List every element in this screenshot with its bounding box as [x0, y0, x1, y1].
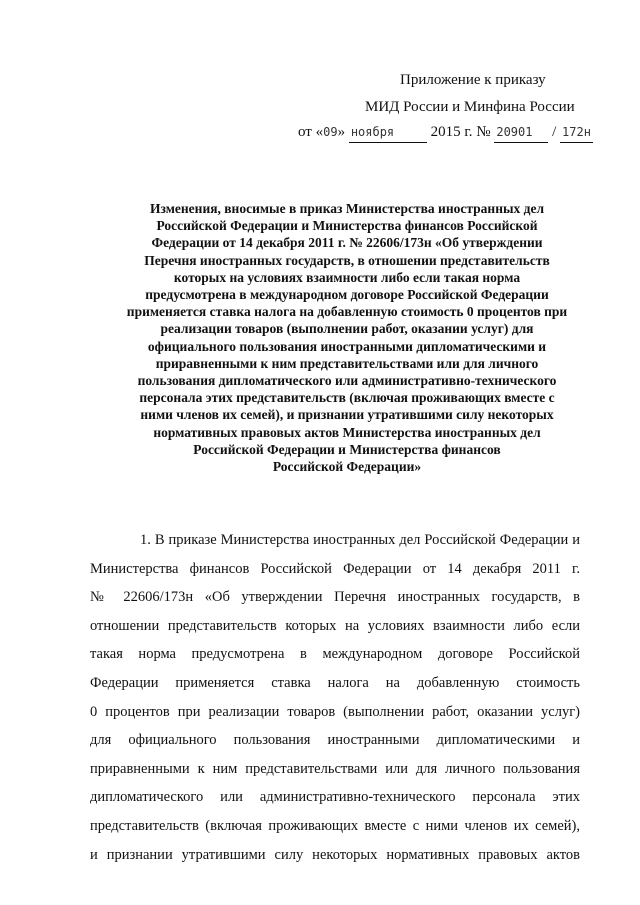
body-line: дипломатического или административно-технического персонала этих — [90, 789, 580, 806]
title-line: Изменения, вносимые в приказ Министерства иностранных дел — [149, 201, 545, 216]
body-line: № 22606/173н «Об утверждении Перечня иностранных государств, в — [90, 589, 580, 606]
title-line: Федерации от 14 декабря 2011 г. № 22606/173н «Об утверждении — [151, 235, 543, 251]
body-line: Федерации применяется ставка налога на добавленную стоимость — [90, 674, 580, 691]
title-line: Российской Федерации и Министерства финансов Российской — [156, 218, 538, 234]
title-line: Российской Федерации и Министерства финансов — [193, 441, 501, 457]
number-slash: / — [552, 124, 557, 140]
order-year: 2015 г. № — [430, 124, 491, 140]
appendix-label: Приложение к приказу — [400, 72, 546, 88]
body-line: для официального пользования иностранными дипломатическими и — [90, 732, 580, 749]
title-line: Перечня иностранных государств, в отношении представительств — [144, 252, 550, 268]
title-line: пользования дипломатического или административно-технического — [137, 373, 557, 389]
title-line: Российской Федерации» — [272, 459, 422, 475]
title-line: применяется ставка налога на добавленную стоимость 0 процентов при — [126, 304, 568, 320]
body-line: такая норма предусмотрена в международном договоре Российской — [90, 646, 580, 663]
title-line: официального пользования иностранными дипломатическими и — [147, 338, 547, 354]
date-prefix: от « — [298, 124, 324, 140]
body-line: Министерства финансов Российской Федерации от 14 декабря 2011 г. — [90, 560, 580, 577]
order-day: 09 — [323, 125, 338, 139]
title-line: реализации товаров (выполнении работ, оказании услуг) для — [160, 321, 534, 337]
appendix-ministries: МИД России и Минфина России — [365, 99, 575, 115]
body-text — [90, 530, 580, 873]
title-line: ними членов их семей), и признании утратившими силу некоторых — [140, 407, 554, 423]
order-date-number — [298, 122, 593, 143]
date-separator: » — [337, 124, 346, 140]
document-title — [108, 200, 586, 475]
title-line: предусмотрена в международном договоре Российской Федерации — [145, 287, 549, 303]
order-month: ноября — [349, 122, 427, 143]
body-line: представительств (включая проживающих вместе с ними членов их семей), — [90, 817, 580, 834]
title-line: приравненными к ним представительствами или для личного — [155, 355, 539, 371]
body-line: отношении представительств которых на условиях взаимности либо если — [90, 617, 580, 634]
title-line: нормативных правовых актов Министерства иностранных дел — [153, 424, 541, 440]
title-line: персонала этих представительств (включая проживающих вместе с — [139, 390, 555, 406]
body-line: и признании утратившими силу некоторых нормативных правовых актов — [90, 846, 580, 863]
body-line: 0 процентов при реализации товаров (выполнении работ, оказании услуг) — [90, 703, 580, 720]
order-number-mid: 20901 — [494, 122, 548, 143]
body-line: приравненными к ним представительствами или для личного пользования — [90, 760, 580, 777]
body-line: 1. В приказе Министерства иностранных дел Российской Федерации и — [140, 532, 580, 548]
order-number-minfin: 172н — [560, 122, 593, 143]
title-line: которых на условиях взаимности либо если такая норма — [173, 269, 521, 285]
